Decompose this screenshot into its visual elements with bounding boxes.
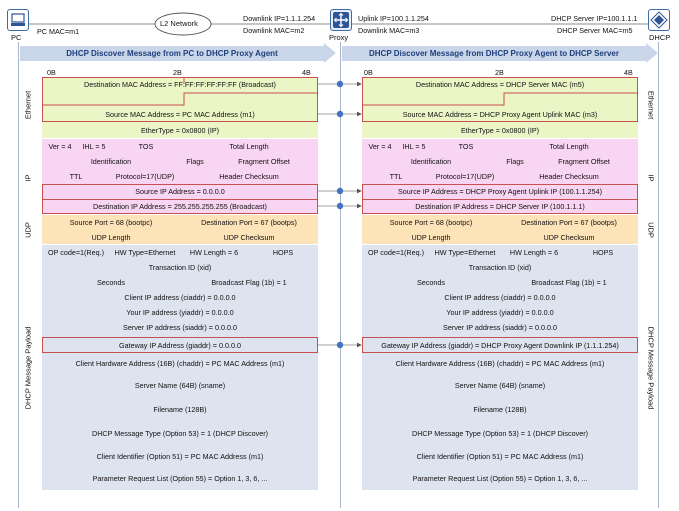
right-opt53: DHCP Message Type (Option 53) = 1 (DHCP Discover) [412,428,588,438]
left-udp-len: UDP Length [91,233,131,242]
left-byte-0: 0B [47,68,56,77]
right-yiaddr: Your IP address (yiaddr) = 0.0.0.0 [446,308,554,317]
right-udp-len: UDP Length [411,233,451,242]
uplink-mac-label: Downlink MAC=m3 [358,26,420,35]
left-secs: Seconds [97,278,125,287]
pc-mac-label: PC MAC=m1 [37,27,80,36]
left-ip-ihl: IHL = 5 [82,142,106,151]
right-ip-total: Total Length [549,142,589,151]
right-eth-src: Source MAC Address = DHCP Proxy Agent Uplink MAC (m3) [402,110,598,119]
left-ip-flags: Flags [186,157,204,166]
right-siaddr: Server IP address (siaddr) = 0.0.0.0 [443,323,557,332]
left-hops: HOPS [272,248,294,257]
left-ip-tos: TOS [138,142,154,151]
right-byte-2: 2B [495,68,504,77]
right-payload-label: DHCP Message Payload [646,326,656,410]
right-chaddr: Client Hardware Address (16B) (chaddr) = PC MAC Address (m1) [395,358,605,368]
right-udp-sport: Source Port = 68 (bootpc) [389,218,473,227]
left-ip-ttl: TTL [69,172,83,181]
pc-lifeline [18,42,19,508]
l2-network-label: L2 Network [160,19,198,28]
left-ciaddr: Client IP address (ciaddr) = 0.0.0.0 [124,293,236,302]
left-eth-src: Source MAC Address = PC MAC Address (m1) [105,110,255,119]
left-banner: DHCP Discover Message from PC to DHCP Proxy Agent [20,46,324,61]
left-opt55: Parameter Request List (Option 55) = Option 1, 3, 6, ... [92,473,268,483]
dhcp-lifeline [658,42,659,508]
left-ip-id: Identification [90,157,132,166]
connector-dot-ip-dst [337,203,343,209]
left-ip-total: Total Length [229,142,269,151]
right-udp-csum: UDP Checksum [543,233,595,242]
downlink-mac-label: Downlink MAC=m2 [243,26,305,35]
right-file: Filename (128B) [473,404,527,414]
right-byte-0: 0B [364,68,373,77]
right-op: OP code=1(Req.) [367,248,424,257]
right-hops: HOPS [592,248,614,257]
connector-dot-eth-dst [337,81,343,87]
left-eth-dst: Destination MAC Address = FF:FF:FF:FF:FF:FF (Broadcast) [84,80,276,89]
left-byte-4: 4B [302,68,311,77]
right-flags: Broadcast Flag (1b) = 1 [531,278,607,287]
right-xid: Transaction ID (xid) [468,263,532,272]
right-ip-id: Identification [410,157,452,166]
connector-dot-ip-src [337,188,343,194]
right-eth-dst: Destination MAC Address = DHCP Server MAC (m5) [415,80,585,89]
right-ip-csum: Header Checksum [539,172,599,181]
dhcp-server-icon [650,11,668,29]
right-ethertype: EtherType = 0x0800 (IP) [460,126,540,135]
proxy-label: Proxy [329,33,349,42]
downlink-ip-label: Downlink IP=1.1.1.254 [243,14,316,23]
left-opt53: DHCP Message Type (Option 53) = 1 (DHCP Discover) [92,428,268,438]
left-ip-csum: Header Checksum [219,172,279,181]
left-udp-dport: Destination Port = 67 (bootps) [201,218,297,227]
right-ethernet-label: Ethernet [646,90,656,120]
right-ip-ttl: TTL [389,172,403,181]
left-ip-ver: Ver = 4 [48,142,72,151]
left-ip-src: Source IP Address = 0.0.0.0 [135,187,225,196]
right-ip-dst: Destination IP Address = DHCP Server IP (100.1.1.1) [415,202,585,211]
right-banner: DHCP Discover Message from DHCP Proxy Agent to DHCP Server [342,46,646,61]
left-ip-label: IP [23,174,33,182]
right-ip-proto: Protocol=17(UDP) [435,172,495,181]
left-ip-frag: Fragment Offset [238,157,290,166]
left-giaddr: Gateway IP Address (giaddr) = 0.0.0.0 [119,340,241,350]
server-mac-label: DHCP Server MAC=m5 [557,26,633,35]
connector-dot-eth-src [337,111,343,117]
left-hlen: HW Length = 6 [189,248,239,257]
right-ip-src: Source IP Address = DHCP Proxy Agent Uplink IP (100.1.1.254) [398,187,602,196]
left-udp-label: UDP [23,222,33,238]
right-ip-frag: Fragment Offset [558,157,610,166]
left-udp-csum: UDP Checksum [223,233,275,242]
right-byte-4: 4B [624,68,633,77]
right-ip-ver: Ver = 4 [368,142,392,151]
dhcp-server-node [648,9,670,31]
left-opt61: Client Identifier (Option 51) = PC MAC Address (m1) [96,451,264,461]
connector-dot-giaddr [337,342,343,348]
right-ip-label: IP [646,174,656,182]
left-siaddr: Server IP address (siaddr) = 0.0.0.0 [123,323,237,332]
right-ip-flags: Flags [506,157,524,166]
left-ip-dst: Destination IP Address = 255.255.255.255 (Broadcast) [93,202,267,211]
right-sname: Server Name (64B) (sname) [454,380,546,390]
left-file: Filename (128B) [153,404,207,414]
left-chaddr: Client Hardware Address (16B) (chaddr) = PC MAC Address (m1) [75,358,285,368]
right-hlen: HW Length = 6 [509,248,559,257]
right-ip-tos: TOS [458,142,474,151]
left-op: OP code=1(Req.) [47,248,104,257]
dhcp-label: DHCP [649,33,671,42]
right-htype: HW Type=Ethernet [434,248,496,257]
left-udp-sport: Source Port = 68 (bootpc) [69,218,153,227]
right-opt55: Parameter Request List (Option 55) = Option 1, 3, 6, ... [412,473,588,483]
left-htype: HW Type=Ethernet [114,248,176,257]
server-ip-label: DHCP Server IP=100.1.1.1 [551,14,638,23]
left-sname: Server Name (64B) (sname) [134,380,226,390]
right-opt61: Client Identifier (Option 51) = PC MAC Address (m1) [416,451,584,461]
left-xid: Transaction ID (xid) [148,263,212,272]
uplink-ip-label: Uplink IP=100.1.1.254 [358,14,429,23]
left-ip-proto: Protocol=17(UDP) [115,172,175,181]
left-payload-label: DHCP Message Payload [23,326,33,410]
left-ethertype: EtherType = 0x0800 (IP) [140,126,220,135]
left-byte-2: 2B [173,68,182,77]
pc-label: PC [11,33,22,42]
right-udp-dport: Destination Port = 67 (bootps) [521,218,617,227]
field-connectors [318,0,362,511]
left-flags: Broadcast Flag (1b) = 1 [211,278,287,287]
right-ip-ihl: IHL = 5 [402,142,426,151]
left-ethernet-label: Ethernet [23,90,33,120]
right-giaddr: Gateway IP Address (giaddr) = DHCP Proxy Agent Downlink IP (1.1.1.254) [381,340,619,350]
right-udp-label: UDP [646,222,656,238]
left-yiaddr: Your IP address (yiaddr) = 0.0.0.0 [126,308,234,317]
right-ciaddr: Client IP address (ciaddr) = 0.0.0.0 [444,293,556,302]
right-secs: Seconds [417,278,445,287]
